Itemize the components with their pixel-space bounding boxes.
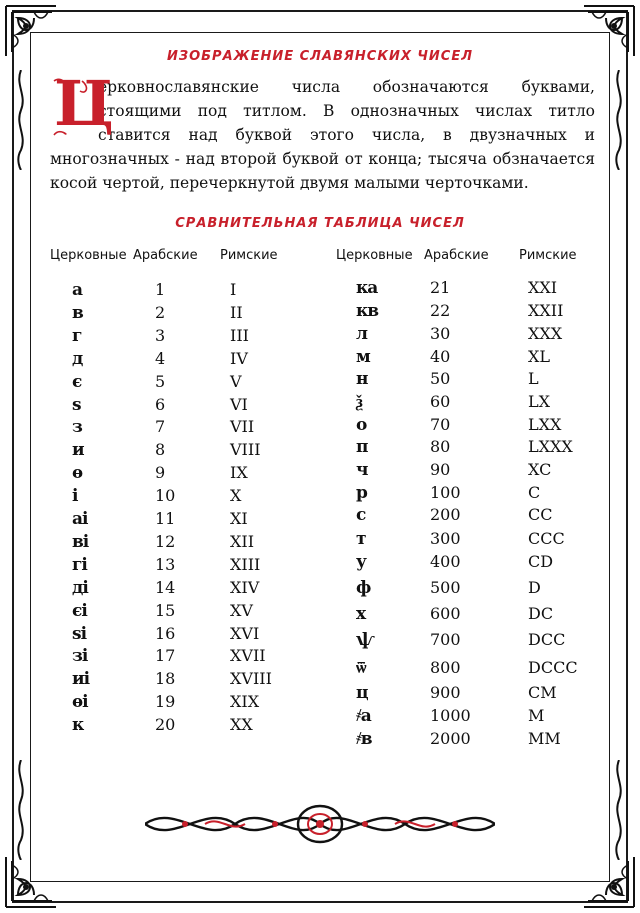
table-row bbox=[50, 302, 310, 324]
table-row bbox=[336, 368, 596, 390]
church-numeral: гі bbox=[72, 554, 87, 575]
roman-numeral: II bbox=[230, 302, 243, 322]
church-numeral: у bbox=[356, 552, 366, 572]
church-numeral: ѳі bbox=[72, 692, 88, 713]
church-numeral: о bbox=[356, 415, 367, 435]
church-numeral: н bbox=[356, 369, 368, 389]
church-numeral: ѕі bbox=[72, 623, 87, 644]
roman-numeral: IX bbox=[230, 463, 248, 483]
church-numeral: ҂в bbox=[356, 729, 372, 749]
church-numeral: ві bbox=[72, 531, 89, 552]
arabic-numeral: 2 bbox=[155, 302, 166, 322]
roman-numeral: CM bbox=[528, 683, 557, 702]
table-row bbox=[336, 705, 596, 727]
church-numeral: є bbox=[72, 371, 82, 392]
church-numeral: з bbox=[72, 417, 82, 438]
roman-numeral: IV bbox=[230, 348, 248, 368]
arabic-numeral: 80 bbox=[430, 437, 451, 456]
arabic-numeral: 700 bbox=[430, 630, 461, 649]
roman-numeral: XXII bbox=[528, 301, 564, 320]
table-row bbox=[50, 691, 310, 713]
arabic-numeral: 2000 bbox=[430, 729, 471, 748]
church-numeral: р bbox=[356, 483, 367, 503]
church-numeral: и bbox=[72, 440, 84, 461]
intro-paragraph bbox=[50, 67, 595, 195]
table-row bbox=[336, 577, 596, 599]
church-numeral: ді bbox=[72, 577, 88, 598]
roman-numeral: DC bbox=[528, 604, 554, 623]
bottom-ornament-icon bbox=[145, 793, 495, 855]
church-numeral: п bbox=[356, 437, 368, 457]
table-row bbox=[50, 416, 310, 438]
dropcap bbox=[50, 67, 114, 140]
roman-numeral: CC bbox=[528, 505, 553, 524]
arabic-numeral: 6 bbox=[155, 394, 166, 414]
arabic-numeral: 3 bbox=[155, 325, 166, 345]
table-row bbox=[336, 682, 596, 704]
table-row bbox=[50, 279, 310, 301]
arabic-numeral: 300 bbox=[430, 529, 461, 548]
roman-numeral: D bbox=[528, 578, 541, 597]
arabic-numeral: 1000 bbox=[430, 706, 471, 725]
arabic-numeral: 9 bbox=[155, 463, 166, 483]
church-numeral: д bbox=[72, 348, 83, 369]
church-numeral: м bbox=[356, 347, 370, 367]
church-numeral: т bbox=[356, 529, 366, 549]
table-row bbox=[336, 323, 596, 345]
arabic-numeral: 19 bbox=[155, 692, 176, 712]
column-header-arabic: Арабские bbox=[133, 248, 198, 263]
table-row bbox=[50, 577, 310, 599]
arabic-numeral: 8 bbox=[155, 440, 166, 460]
church-numeral: л bbox=[356, 324, 367, 344]
arabic-numeral: 40 bbox=[430, 347, 451, 366]
roman-numeral: XIII bbox=[230, 554, 261, 574]
table-row bbox=[336, 482, 596, 504]
arabic-numeral: 18 bbox=[155, 669, 176, 689]
roman-numeral: XC bbox=[528, 460, 552, 479]
roman-numeral: C bbox=[528, 483, 541, 502]
table-row bbox=[50, 714, 310, 736]
church-numeral: зі bbox=[72, 646, 88, 667]
church-numeral: ѿ bbox=[356, 658, 366, 678]
arabic-numeral: 5 bbox=[155, 371, 166, 391]
table-row bbox=[336, 346, 596, 368]
table-row bbox=[336, 300, 596, 322]
church-numeral: і bbox=[72, 486, 78, 507]
church-numeral: ѱ bbox=[356, 630, 374, 650]
roman-numeral: CCC bbox=[528, 529, 565, 548]
arabic-numeral: 500 bbox=[430, 578, 461, 597]
roman-numeral: VIII bbox=[230, 440, 261, 460]
arabic-numeral: 15 bbox=[155, 600, 176, 620]
arabic-numeral: 12 bbox=[155, 531, 176, 551]
side-vine-ornament-icon bbox=[14, 70, 28, 170]
table-row bbox=[50, 554, 310, 576]
roman-numeral: LX bbox=[528, 392, 551, 411]
table-row bbox=[50, 600, 310, 622]
arabic-numeral: 22 bbox=[430, 301, 451, 320]
church-numeral: єі bbox=[72, 600, 87, 621]
roman-numeral: XL bbox=[528, 347, 551, 366]
side-vine-ornament-icon bbox=[14, 760, 28, 860]
roman-numeral: I bbox=[230, 280, 237, 299]
arabic-numeral: 50 bbox=[430, 369, 451, 388]
arabic-numeral: 800 bbox=[430, 658, 461, 677]
arabic-numeral: 90 bbox=[430, 460, 451, 479]
arabic-numeral: 1 bbox=[155, 280, 166, 299]
table-row bbox=[336, 459, 596, 481]
church-numeral: ц bbox=[356, 683, 368, 703]
arabic-numeral: 13 bbox=[155, 554, 176, 574]
arabic-numeral: 70 bbox=[430, 415, 451, 434]
side-vine-ornament-icon bbox=[612, 760, 626, 860]
table-row bbox=[336, 391, 596, 413]
table-row bbox=[50, 668, 310, 690]
church-numeral: а bbox=[72, 280, 83, 300]
corner-ornament-icon bbox=[4, 855, 58, 909]
table-row bbox=[50, 439, 310, 461]
roman-numeral: XIX bbox=[230, 692, 260, 712]
roman-numeral: XIV bbox=[230, 577, 260, 597]
page-title: ИЗОБРАЖЕНИЕ СЛАВЯНСКИХ ЧИСЕЛ bbox=[166, 49, 474, 64]
arabic-numeral: 4 bbox=[155, 348, 166, 368]
arabic-numeral: 400 bbox=[430, 552, 461, 571]
table-row bbox=[336, 504, 596, 526]
roman-numeral: X bbox=[230, 486, 242, 506]
church-numeral: ѳ bbox=[72, 463, 83, 484]
roman-numeral: DCCC bbox=[528, 658, 578, 677]
arabic-numeral: 900 bbox=[430, 683, 461, 702]
roman-numeral: VII bbox=[230, 417, 255, 437]
roman-numeral: CD bbox=[528, 552, 554, 571]
table-row bbox=[336, 728, 596, 750]
arabic-numeral: 17 bbox=[155, 646, 176, 666]
arabic-numeral: 14 bbox=[155, 577, 176, 597]
arabic-numeral: 21 bbox=[430, 278, 451, 297]
roman-numeral: MM bbox=[528, 729, 561, 748]
church-numeral: ч bbox=[356, 460, 368, 480]
roman-numeral: L bbox=[528, 369, 539, 388]
arabic-numeral: 20 bbox=[155, 715, 176, 735]
arabic-numeral: 16 bbox=[155, 623, 176, 643]
table-row bbox=[50, 508, 310, 530]
roman-numeral: XVII bbox=[230, 646, 266, 666]
roman-numeral: DCC bbox=[528, 630, 566, 649]
roman-numeral: XX bbox=[230, 715, 253, 735]
arabic-numeral: 30 bbox=[430, 324, 451, 343]
church-numeral: в bbox=[72, 302, 83, 323]
intro-text: ерковнославянские числа обозначаются буквами, стоящими под титлом. В однозначных числах титло ставится над буквой этого числа, в двузначных и многозначных - над второй буквой от конца; тысяча обзначается косой чертой, перечеркнутой двумя малыми черточками. bbox=[50, 78, 595, 192]
church-numeral: к bbox=[72, 715, 84, 736]
church-numeral: с bbox=[356, 505, 366, 525]
roman-numeral: VI bbox=[230, 394, 248, 414]
roman-numeral: XXI bbox=[528, 278, 558, 297]
roman-numeral: III bbox=[230, 325, 249, 345]
arabic-numeral: 600 bbox=[430, 604, 461, 623]
table-row bbox=[336, 657, 596, 679]
arabic-numeral: 200 bbox=[430, 505, 461, 524]
table-row bbox=[336, 436, 596, 458]
table-row bbox=[336, 603, 596, 625]
roman-numeral: LXX bbox=[528, 415, 562, 434]
table-row bbox=[50, 485, 310, 507]
column-header-church: Церковные bbox=[50, 248, 127, 263]
table-row bbox=[50, 394, 310, 416]
church-numeral: аі bbox=[72, 509, 88, 529]
church-numeral: кв bbox=[356, 301, 379, 321]
arabic-numeral: 100 bbox=[430, 483, 461, 502]
church-numeral: иі bbox=[72, 669, 90, 690]
table-row bbox=[336, 414, 596, 436]
table-row bbox=[50, 371, 310, 393]
roman-numeral: LXXX bbox=[528, 437, 573, 456]
table-row bbox=[50, 623, 310, 645]
table-row bbox=[336, 528, 596, 550]
church-numeral: г bbox=[72, 325, 82, 346]
arabic-numeral: 10 bbox=[155, 486, 176, 506]
church-numeral: ка bbox=[356, 278, 378, 298]
table-title: СРАВНИТЕЛЬНАЯ ТАБЛИЦА ЧИСЕЛ bbox=[175, 216, 465, 231]
roman-numeral: XV bbox=[230, 600, 253, 620]
church-numeral: ѯ bbox=[356, 392, 362, 412]
table-row bbox=[50, 325, 310, 347]
column-header-arabic: Арабские bbox=[424, 248, 489, 263]
arabic-numeral: 11 bbox=[155, 509, 176, 528]
roman-numeral: XII bbox=[230, 531, 255, 551]
table-row bbox=[50, 645, 310, 667]
column-header-church: Церковные bbox=[336, 248, 413, 263]
table-row bbox=[336, 551, 596, 573]
church-numeral: ф bbox=[356, 578, 371, 598]
table-row bbox=[336, 629, 596, 651]
column-header-roman: Римские bbox=[519, 248, 577, 263]
corner-ornament-icon bbox=[582, 855, 636, 909]
roman-numeral: XI bbox=[230, 509, 248, 528]
column-header-roman: Римские bbox=[220, 248, 278, 263]
table-row bbox=[50, 531, 310, 553]
roman-numeral: XVIII bbox=[230, 669, 272, 689]
arabic-numeral: 7 bbox=[155, 417, 166, 437]
table-row bbox=[50, 348, 310, 370]
side-vine-ornament-icon bbox=[612, 70, 626, 170]
dropcap-letter: Ц bbox=[54, 67, 114, 140]
table-row bbox=[336, 277, 596, 299]
roman-numeral: XXX bbox=[528, 324, 563, 343]
roman-numeral: M bbox=[528, 706, 545, 725]
roman-numeral: XVI bbox=[230, 623, 260, 643]
church-numeral: ѕ bbox=[72, 394, 81, 415]
church-numeral: ҂а bbox=[356, 706, 371, 726]
roman-numeral: V bbox=[230, 371, 242, 391]
table-row bbox=[50, 462, 310, 484]
church-numeral: х bbox=[356, 604, 366, 624]
arabic-numeral: 60 bbox=[430, 392, 451, 411]
